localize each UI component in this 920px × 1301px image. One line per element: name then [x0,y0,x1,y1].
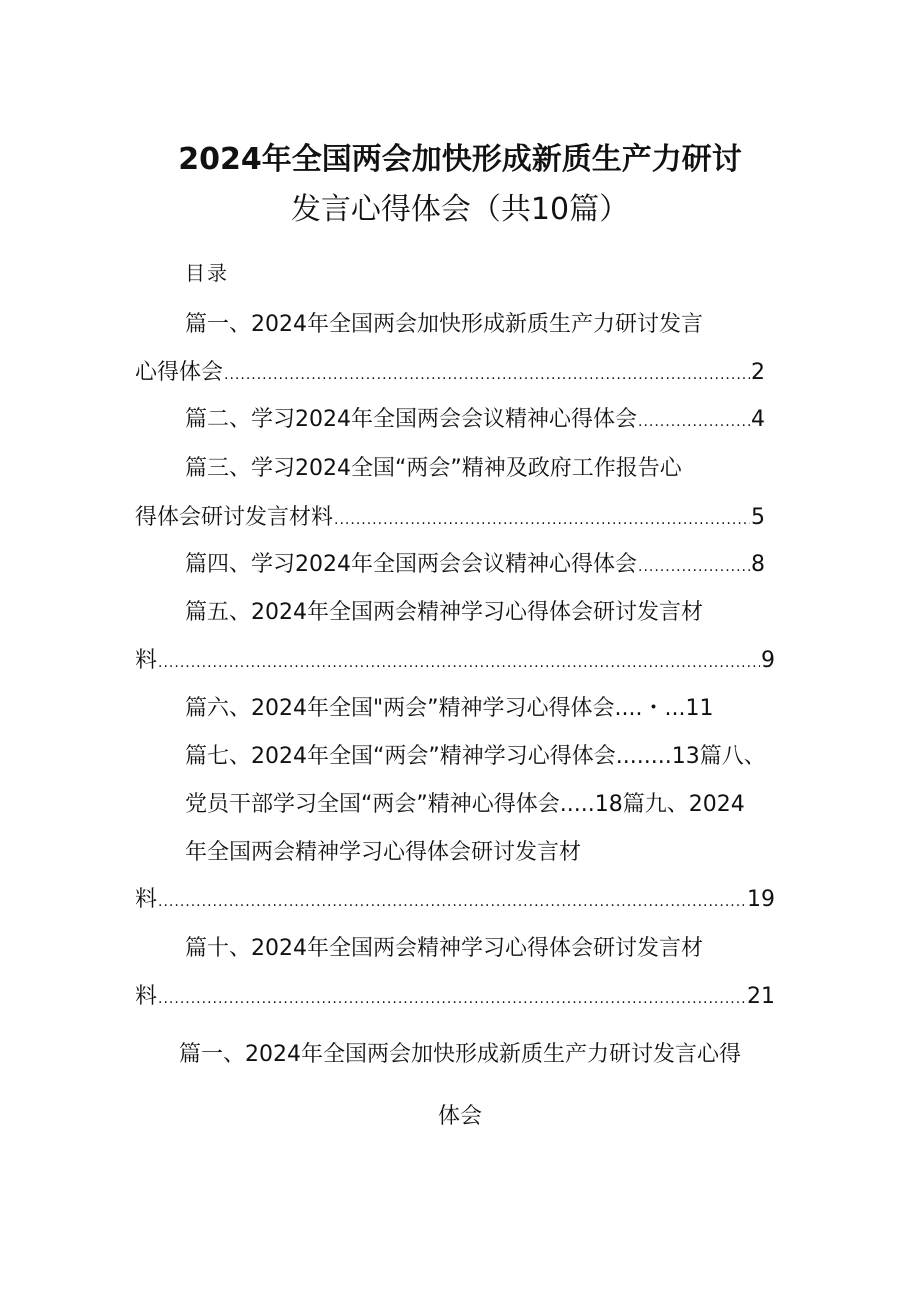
toc-entry-4-page: 8 [751,552,765,577]
toc-entry-3-line-1: 篇三、学习2024全国“两会”精神及政府工作报告心 [185,456,682,481]
toc-entry-1-line-2 [135,358,765,390]
toc-entry-9-line-2 [135,885,775,917]
toc-entry-1-line-1: 篇一、2024年全国两会加快形成新质生产力研讨发言 [185,312,703,337]
toc-leader-dots [158,984,746,1014]
toc-entry-4 [185,550,765,582]
toc-entry-9-page: 19 [747,887,775,912]
toc-leader-dots [158,887,746,917]
toc-entry-8: 党员干部学习全国“两会”精神心得体会.....18篇九、2024 [185,792,745,817]
document-title-line-1: 2024年全国两会加快形成新质生产力研讨 [178,142,742,177]
toc-leader-dots [224,360,750,390]
toc-entry-1-page: 2 [751,360,765,385]
toc-leader-dots [638,407,750,437]
toc-entry-9-text: 料 [135,887,158,912]
toc-entry-5-text: 料 [135,648,158,673]
toc-entry-10-text: 料 [135,984,158,1009]
toc-entry-10-page: 21 [747,984,775,1009]
toc-entry-3-page: 5 [751,505,765,530]
toc-entry-1-text: 心得体会 [135,360,224,385]
toc-entry-4-text: 篇四、学习2024年全国两会会议精神心得体会 [185,552,637,577]
toc-entry-3-line-2 [135,503,765,535]
section-1-heading-line-1: 篇一、2024年全国两会加快形成新质生产力研讨发言心得 [179,1042,741,1067]
document-title-line-2: 发言心得体会（共10篇） [290,192,630,227]
toc-entry-5-page: 9 [761,648,775,673]
toc-entry-9-line-1: 年全国两会精神学习心得体会研讨发言材 [185,840,582,865]
toc-leader-dots [158,648,760,678]
toc-entry-10-line-2 [135,982,775,1014]
toc-entry-10-line-1: 篇十、2024年全国两会精神学习心得体会研讨发言材 [185,936,703,961]
toc-entry-2-page: 4 [751,407,765,432]
toc-entry-5-line-2 [135,646,775,678]
toc-entry-3-text: 得体会研讨发言材料 [135,505,334,530]
toc-entry-5-line-1: 篇五、2024年全国两会精神学习心得体会研讨发言材 [185,600,703,625]
toc-entry-6: 篇六、2024年全国"两会”精神学习心得体会....・...11 [185,696,714,721]
toc-entry-2-text: 篇二、学习2024年全国两会会议精神心得体会 [185,407,637,432]
toc-entry-2 [185,405,765,437]
section-1-heading-line-2: 体会 [437,1104,482,1129]
toc-entry-7: 篇七、2024年全国“两会”精神学习心得体会........13篇八、 [185,744,766,769]
toc-leader-dots [638,552,750,582]
toc-leader-dots [334,505,750,535]
toc-label: 目录 [185,261,229,285]
